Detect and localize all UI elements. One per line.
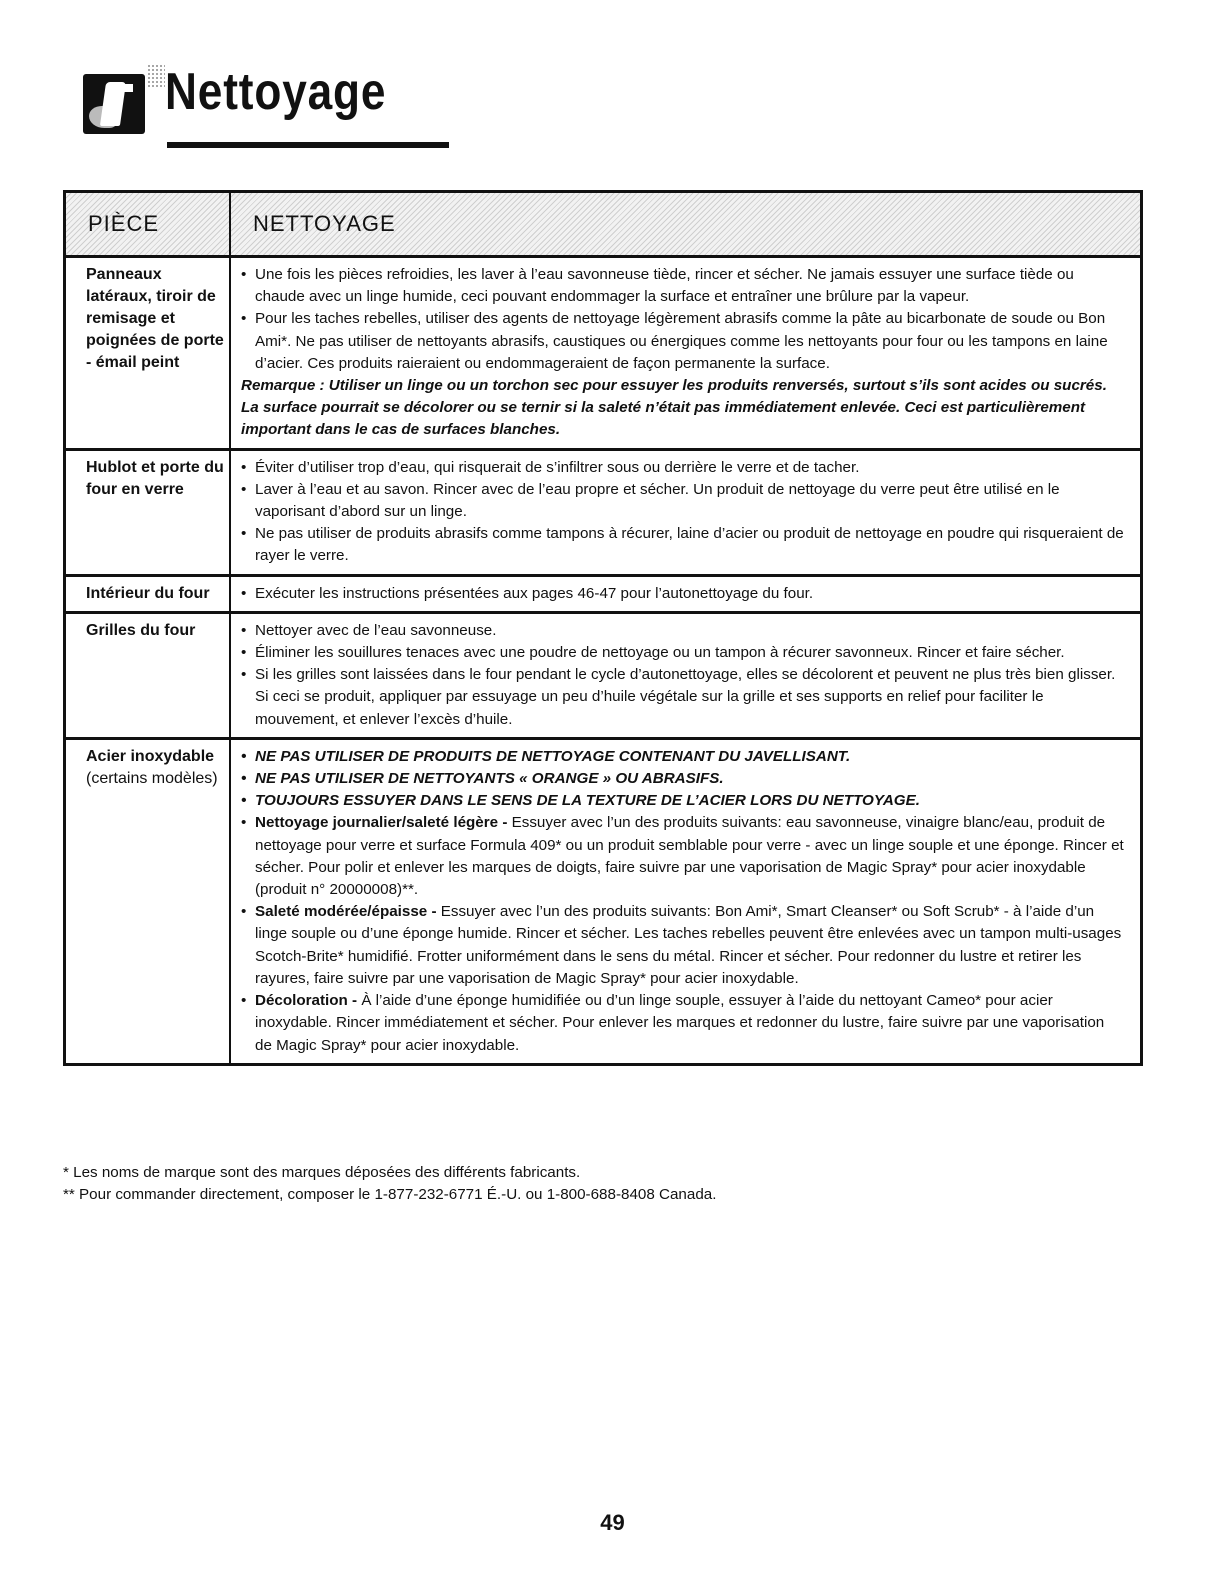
page-number: 49 bbox=[600, 1510, 625, 1535]
item-text: Essuyer avec l’un des produits suivants: Bon Ami*, Smart Cleanser* ou Soft Scrub* - à l’aide d’un linge souple ou d’une éponge humide. Rincer et sécher. Les taches rebelles peuvent être enlevées avec un tampon multi-usages Scotch-Brite* humidifié. Frotter uniformément dans le sens du métal. Rincer et sécher. Pour redonner du lustre et retirer les rayures, faire suivre par une vaporisation de Magic Spray* pour acier inoxydable. bbox=[255, 903, 1122, 987]
table-row bbox=[66, 451, 1140, 577]
item-lead: Nettoyage journalier/saleté légère - bbox=[255, 814, 508, 832]
list-item: • Éviter d’utiliser trop d’eau, qui risquerait de s’infiltrer sous ou derrière le verre et de tacher. bbox=[241, 457, 1124, 479]
table-header bbox=[66, 193, 1140, 258]
list-item bbox=[241, 901, 1124, 990]
part-name-main: Acier inoxydable bbox=[86, 747, 215, 765]
footnote: ** Pour commander directement, composer le 1-877-232-6771 É.-U. ou 1-800-688-8408 Canada. bbox=[63, 1186, 717, 1203]
spray-mist-icon bbox=[147, 64, 165, 88]
footnotes bbox=[63, 1162, 716, 1206]
list-item: • Si les grilles sont laissées dans le four pendant le cycle d’autonettoyage, elles se décolorent et peuvent ne plus très bien glisser. Si ceci se produit, appliquer par essuyage un peu d’huile végétale sur la grille et ses supports en relief pour faciliter le mouvement, et enlever l’excès d’huile. bbox=[241, 664, 1124, 731]
list-item: • Nettoyer avec de l’eau savonneuse. bbox=[241, 620, 1124, 642]
cleaning-instructions bbox=[231, 258, 1140, 448]
item-lead: Décoloration - bbox=[255, 992, 358, 1010]
list-item: • Pour les taches rebelles, utiliser des agents de nettoyage légèrement abrasifs comme la pâte au bicarbonate de soude ou Bon Ami*. Ne pas utiliser de nettoyants abrasifs, caustiques ou énergiques comme les nettoyants pour four ou les tampons en laine d’acier. Ces produits raieraient ou endommageraient de façon permanente la surface. bbox=[241, 308, 1124, 375]
list-item bbox=[241, 812, 1124, 901]
part-name: Grilles du four bbox=[66, 614, 231, 737]
cleaning-instructions bbox=[231, 740, 1140, 1063]
warning-item: • NE PAS UTILISER DE PRODUITS DE NETTOYAGE CONTENANT DU JAVELLISANT. bbox=[241, 746, 1124, 768]
list-item: • Une fois les pièces refroidies, les laver à l’eau savonneuse tiède, rincer et sécher. Ne jamais essuyer une surface tiède ou chaude avec un linge humide, ceci pouvant endommager la surface et entraîner une brûlure par la vapeur. bbox=[241, 264, 1124, 308]
table-row bbox=[66, 614, 1140, 740]
page-header bbox=[83, 62, 387, 152]
item-lead: Saleté modérée/épaisse - bbox=[255, 903, 437, 921]
table-row bbox=[66, 740, 1140, 1063]
page-title: Nettoyage bbox=[165, 63, 387, 121]
cleaning-table bbox=[63, 190, 1143, 1066]
cleaning-instructions bbox=[231, 451, 1140, 574]
remark-note: Remarque : Utiliser un linge ou un torchon sec pour essuyer les produits renversés, surtout s’ils sont acides ou sucrés. La surface pourrait se décolorer ou se ternir si la saleté n’était pas immédiatement enlevée. Ceci est particulièrement important dans le cas de surfaces blanches. bbox=[241, 377, 1107, 439]
warning-item: • NE PAS UTILISER DE NETTOYANTS « ORANGE » OU ABRASIFS. bbox=[241, 768, 1124, 790]
spray-bottle-icon bbox=[83, 74, 145, 134]
item-text: Essuyer avec l’un des produits suivants: eau savonneuse, vinaigre blanc/eau, produit de nettoyage pour verre et surface Formula 409* ou un produit semblable pour verre - avec un linge souple et une éponge. Rincer et sécher. Pour polir et enlever les marques de doigts, faire suivre par une vaporisation de Magic Spray* pour acier inoxydable (produit n° 20000008)**. bbox=[255, 814, 1124, 899]
header-piece: PIÈCE bbox=[66, 193, 231, 255]
header-nettoyage: NETTOYAGE bbox=[253, 211, 396, 236]
list-item: • Laver à l’eau et au savon. Rincer avec de l’eau propre et sécher. Un produit de nettoyage du verre peut être utilisé en le vaporisant d’abord sur un linge. bbox=[241, 479, 1124, 523]
part-name: Hublot et porte du four en verre bbox=[66, 451, 231, 574]
table-row bbox=[66, 258, 1140, 451]
part-name bbox=[66, 740, 231, 1063]
footnote: * Les noms de marque sont des marques déposées des différents fabricants. bbox=[63, 1164, 581, 1181]
part-name: Intérieur du four bbox=[66, 577, 231, 611]
list-item: • Exécuter les instructions présentées aux pages 46-47 pour l’autonettoyage du four. bbox=[241, 583, 1124, 605]
part-name: Panneaux latéraux, tiroir de remisage et poignées de porte - émail peint bbox=[66, 258, 231, 448]
item-text: À l’aide d’une éponge humidifiée ou d’un linge souple, essuyer à l’aide du nettoyant Cameo* pour acier inoxydable. Rincer immédiatement et sécher. Pour enlever les marques et redonner du lustre, faire suivre par une vaporisation de Magic Spray* pour acier inoxydable. bbox=[255, 992, 1105, 1054]
title-underline bbox=[167, 142, 449, 148]
warning-item: • TOUJOURS ESSUYER DANS LE SENS DE LA TEXTURE DE L’ACIER LORS DU NETTOYAGE. bbox=[241, 790, 1124, 812]
list-item: • Ne pas utiliser de produits abrasifs comme tampons à récurer, laine d’acier ou produit de nettoyage en poudre qui risqueraient de rayer le verre. bbox=[241, 523, 1124, 567]
table-row bbox=[66, 577, 1140, 614]
list-item: • Éliminer les souillures tenaces avec une poudre de nettoyage ou un tampon à récurer savonneux. Rincer et faire sécher. bbox=[241, 642, 1124, 664]
cleaning-instructions bbox=[231, 614, 1140, 737]
part-name-sub: (certains modèles) bbox=[86, 769, 218, 787]
list-item bbox=[241, 990, 1124, 1057]
cleaning-instructions bbox=[231, 577, 1140, 611]
